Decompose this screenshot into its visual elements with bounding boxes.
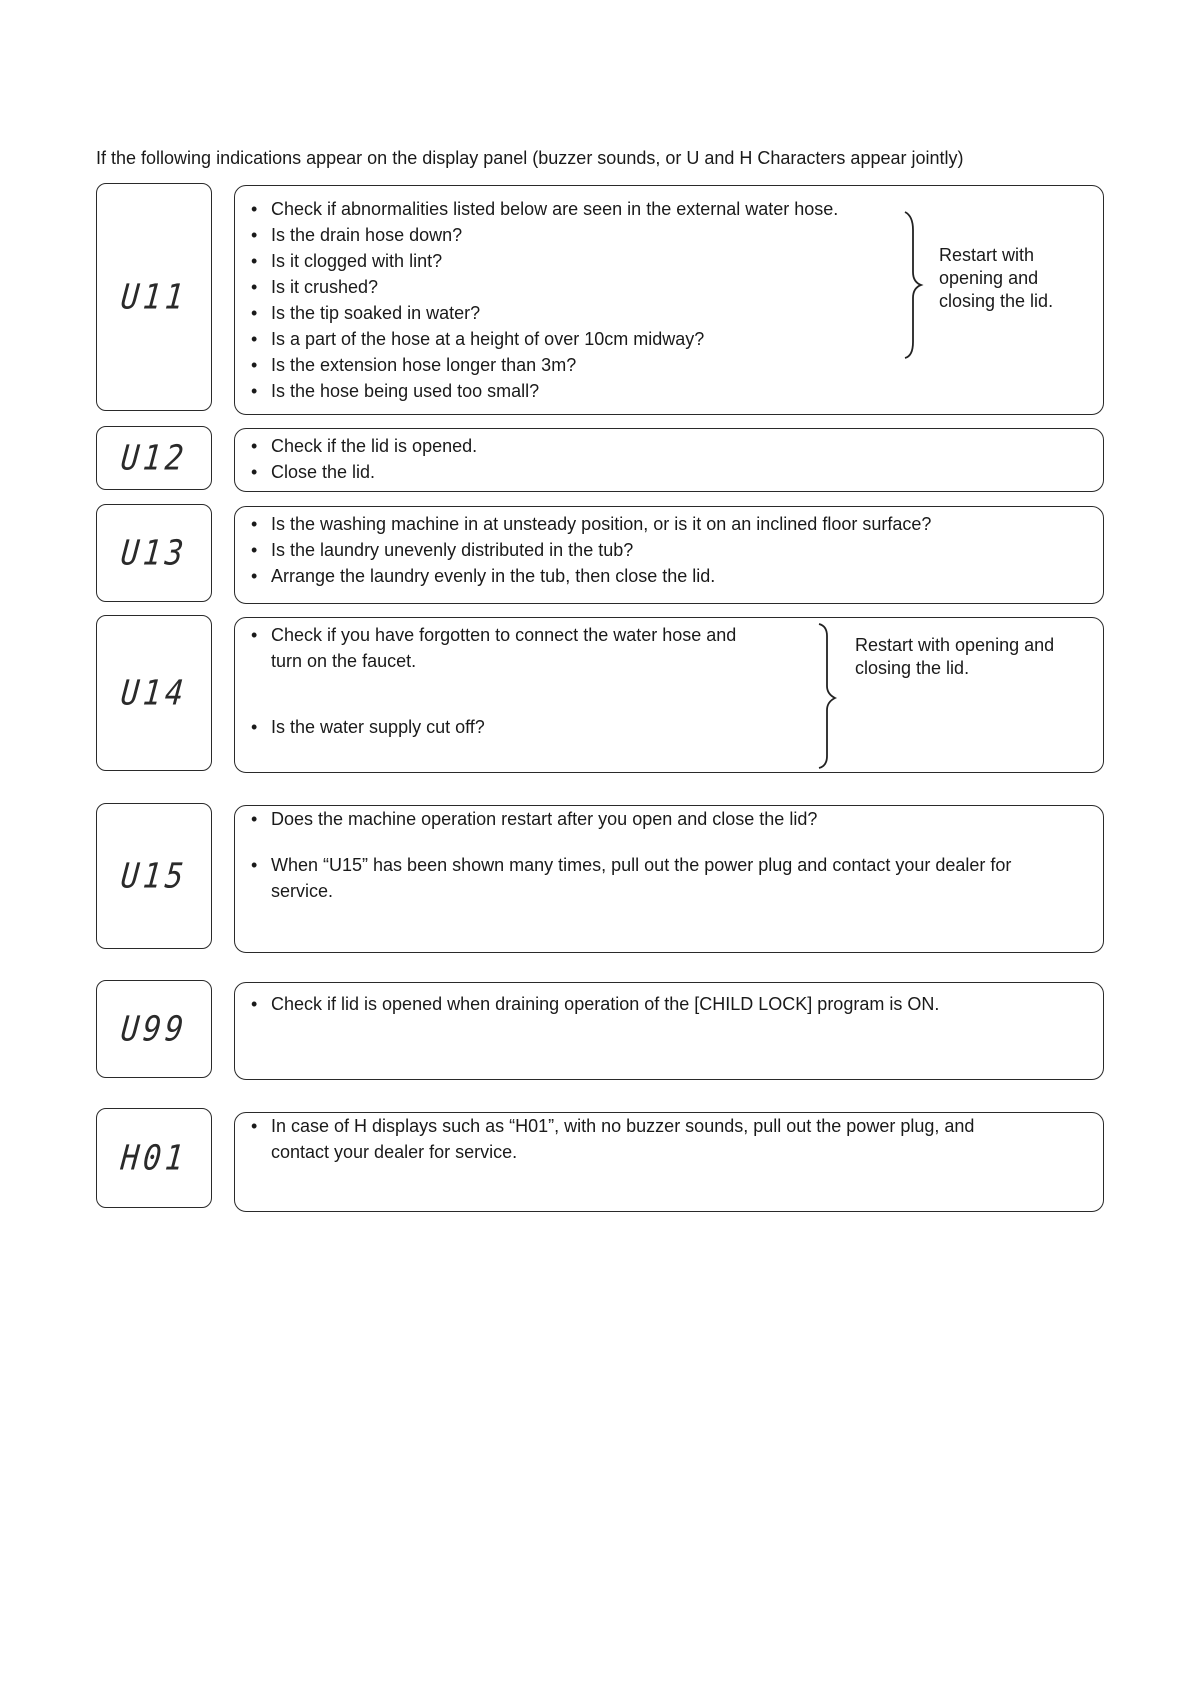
error-row-u14: [96, 615, 1104, 771]
display-code-box: [96, 183, 212, 411]
check-item: • Is it crushed?: [249, 274, 838, 300]
note-line: Restart with: [939, 245, 1035, 265]
display-code: H01: [119, 1137, 189, 1179]
check-list-box: [234, 185, 1104, 415]
display-code-box: [96, 1108, 212, 1208]
restart-note: [939, 244, 1053, 313]
right-brace-icon: [903, 210, 925, 360]
check-list-box: [234, 617, 1104, 773]
display-code-box: [96, 615, 212, 771]
error-row-u99: [96, 980, 1104, 1078]
display-code: U12: [119, 437, 189, 479]
check-item: • Is the extension hose longer than 3m?: [249, 352, 838, 378]
display-code: U14: [119, 672, 189, 714]
check-item-text: • When “U15” has been shown many times, pull out the power plug and contact your dealer for: [271, 855, 1012, 875]
right-brace-icon: [817, 622, 839, 770]
check-list-box: [234, 1112, 1104, 1212]
error-row-u12: [96, 426, 1104, 490]
check-item-text: • In case of H displays such as “H01”, with no buzzer sounds, pull out the power plug, and: [271, 1116, 975, 1136]
display-code: U13: [119, 532, 189, 574]
check-item: • Check if the lid is opened.: [249, 433, 477, 459]
check-item: • Is the water supply cut off?: [249, 714, 789, 740]
restart-note: [855, 634, 1054, 680]
check-item: • Close the lid.: [249, 459, 477, 485]
check-item: • Is the laundry unevenly distributed in the tub?: [249, 537, 931, 563]
check-item: • Check if abnormalities listed below are seen in the external water hose.: [249, 196, 838, 222]
error-row-h01: [96, 1108, 1104, 1208]
check-item: • Does the machine operation restart after you open and close the lid?: [249, 806, 1099, 832]
check-item: • Check if lid is opened when draining operation of the [CHILD LOCK] program is ON.: [249, 991, 939, 1017]
check-item: [249, 852, 1099, 904]
error-row-u13: [96, 504, 1104, 602]
note-line: closing the lid.: [939, 291, 1054, 311]
check-item-continuation: service.: [271, 881, 334, 901]
check-list-box: [234, 506, 1104, 604]
display-code-box: [96, 803, 212, 949]
check-item: • Is a part of the hose at a height of over 10cm midway?: [249, 326, 838, 352]
intro-text: If the following indications appear on the display panel (buzzer sounds, or U and H Characters appear jointly): [96, 148, 964, 168]
check-item: [249, 1113, 1099, 1165]
check-list-box: [234, 805, 1104, 953]
error-row-u15: [96, 803, 1104, 949]
display-code: U99: [119, 1008, 189, 1050]
check-item: • Is it clogged with lint?: [249, 248, 838, 274]
display-code: U11: [119, 276, 189, 318]
check-item-text: • Check if you have forgotten to connect the water hose and: [271, 625, 737, 645]
check-list-box: [234, 428, 1104, 492]
note-line: opening and: [939, 268, 1039, 288]
note-line: Restart with opening and: [855, 635, 1055, 655]
error-row-u11: [96, 183, 1104, 411]
check-item-continuation: turn on the faucet.: [271, 651, 417, 671]
check-item: [249, 622, 789, 674]
display-code-box: [96, 426, 212, 490]
check-item: • Is the drain hose down?: [249, 222, 838, 248]
check-item: • Is the hose being used too small?: [249, 378, 838, 404]
display-code-box: [96, 504, 212, 602]
check-item: • Arrange the laundry evenly in the tub, then close the lid.: [249, 563, 931, 589]
check-item-continuation: contact your dealer for service.: [271, 1142, 518, 1162]
check-item: • Is the tip soaked in water?: [249, 300, 838, 326]
display-code: U15: [119, 855, 189, 897]
check-item: • Is the washing machine in at unsteady position, or is it on an inclined floor surface?: [249, 511, 931, 537]
display-code-box: [96, 980, 212, 1078]
check-list-box: [234, 982, 1104, 1080]
note-line: closing the lid.: [855, 658, 970, 678]
